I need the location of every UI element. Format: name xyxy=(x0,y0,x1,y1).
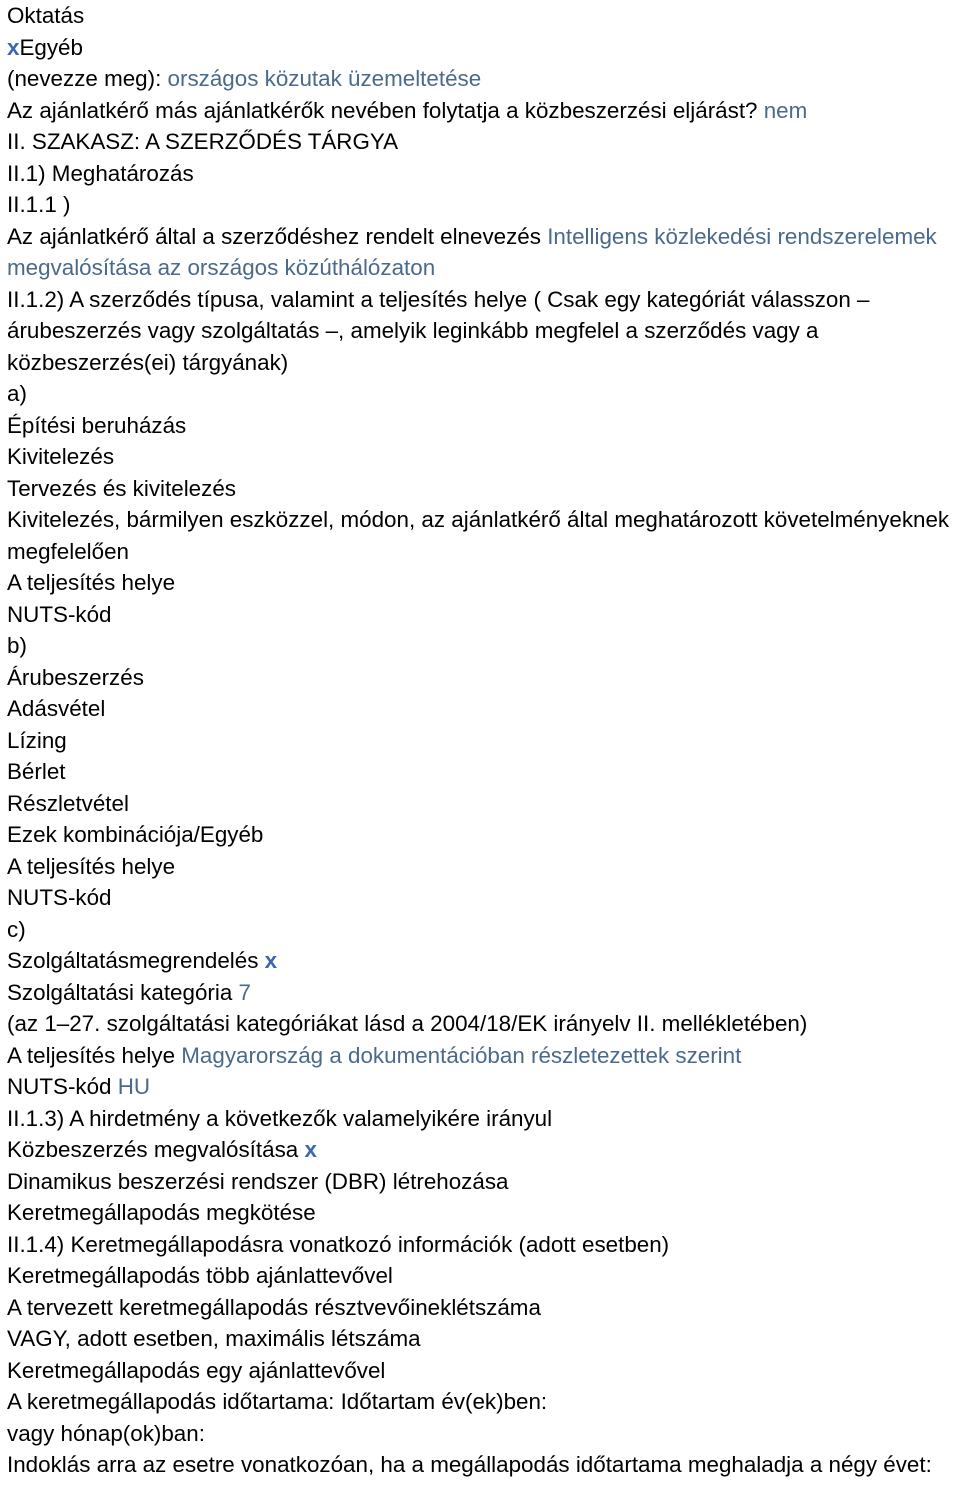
option-berlet: Bérlet xyxy=(7,759,66,784)
checked-mark: x xyxy=(264,948,278,973)
service-category-label: Szolgáltatási kategória xyxy=(7,979,233,1005)
place-of-performance-c-value: Magyarország a dokumentációban részletezettek szerint xyxy=(181,1042,742,1068)
checked-mark: x xyxy=(7,34,20,60)
contract-type-heading: II.1.2) A szerződés típusa, valamint a teljesítés helye ( Csak egy kategóriát válasszon – árubeszerzés vagy szolgáltatás –, amelyik leginkább megfelel a szerződés vagy a közbeszerzés(ei) tárgyának) xyxy=(7,286,870,375)
place-of-performance-c xyxy=(7,1040,954,1072)
subsection-heading-ii14: II.1.4) Keretmegállapodásra vonatkozó információk (adott esetben) xyxy=(7,1231,670,1257)
section-heading: II. SZAKASZ: A SZERZŐDÉS TÁRGYA xyxy=(7,129,399,154)
option-dbr: Dinamikus beszerzési rendszer (DBR) létrehozása xyxy=(7,1168,509,1194)
option-kivitelezes: Kivitelezés xyxy=(7,444,115,469)
place-of-performance-b: A teljesítés helye xyxy=(7,853,176,879)
option-kombinacio: Ezek kombinációja/Egyéb xyxy=(7,822,264,847)
subsection-heading-ii11: II.1.1 ) xyxy=(7,192,71,217)
option-a-marker: a) xyxy=(7,381,27,406)
option-szolgaltatasmegrendeles xyxy=(7,945,954,977)
service-category-note: (az 1–27. szolgáltatási kategóriákat lásd a 2004/18/EK irányelv II. mellékletében) xyxy=(7,1011,808,1036)
option-tobb-ajanlattevo: Keretmegállapodás több ajánlattevővel xyxy=(7,1263,393,1288)
option-egyeb xyxy=(7,32,954,64)
option-lizing: Lízing xyxy=(7,727,67,753)
option-kozbeszerzes-megvalositasa xyxy=(7,1134,954,1166)
contract-title-label: Az ajánlatkérő által a szerződéshez rendelt elnevezés xyxy=(7,223,541,249)
checked-mark: x xyxy=(304,1137,317,1162)
option-reszletvetel: Részletvétel xyxy=(7,790,129,816)
option-tervezes-kivitelezes: Tervezés és kivitelezés xyxy=(7,475,236,501)
framework-duration-years: A keretmegállapodás időtartama: Időtartam év(ek)ben: xyxy=(7,1389,548,1414)
option-keretmegallapodas: Keretmegállapodás megkötése xyxy=(7,1200,316,1225)
nuts-code-b: NUTS-kód xyxy=(7,885,112,910)
max-participants: VAGY, adott esetben, maximális létszáma xyxy=(7,1326,421,1351)
duration-justification: Indoklás arra az esetre vonatkozóan, ha a megállapodás időtartama meghaladja a négy évet: xyxy=(7,1452,932,1477)
nuts-code-c xyxy=(7,1071,954,1103)
nuts-code-c-label: NUTS-kód xyxy=(7,1074,112,1099)
place-of-performance-c-label: A teljesítés helye xyxy=(7,1042,176,1068)
place-of-performance-a: A teljesítés helye xyxy=(7,570,176,595)
option-arubeszerzes: Árubeszerzés xyxy=(7,664,144,690)
option-b-marker: b) xyxy=(7,633,27,658)
option-kozbeszerzes-label: Közbeszerzés megvalósítása xyxy=(7,1137,299,1162)
subsection-heading-ii1: II.1) Meghatározás xyxy=(7,160,194,186)
option-kivitelezes-barmilyen: Kivitelezés, bármilyen eszközzel, módon, az ajánlatkérő által meghatározott követelményeknek megfelelően xyxy=(7,507,950,564)
subsection-heading-ii13: II.1.3) A hirdetmény a következők valamelyikére irányul xyxy=(7,1105,553,1131)
option-egyeb-label: Egyéb xyxy=(19,34,83,60)
egyeb-description-value: országos közutak üzemeltetése xyxy=(167,66,482,91)
egyeb-description-label: (nevezze meg): xyxy=(7,66,162,91)
option-egy-ajanlattevo: Keretmegállapodás egy ajánlattevővel xyxy=(7,1357,386,1383)
nuts-code-c-value: HU xyxy=(117,1074,151,1099)
service-category-value: 7 xyxy=(238,979,251,1005)
framework-duration-months: vagy hónap(ok)ban: xyxy=(7,1420,205,1446)
contract-title xyxy=(7,221,954,284)
egyeb-description xyxy=(7,63,954,95)
on-behalf-question xyxy=(7,95,954,127)
option-szolgaltatasmegrendeles-label: Szolgáltatásmegrendelés xyxy=(7,948,259,973)
nuts-code-a: NUTS-kód xyxy=(7,601,112,627)
option-oktatas: Oktatás xyxy=(7,3,85,28)
option-epitesi-beruhazas: Építési beruházás xyxy=(7,412,187,438)
planned-participants: A tervezett keretmegállapodás résztvevőineklétszáma xyxy=(7,1294,541,1320)
on-behalf-answer: nem xyxy=(763,97,808,123)
on-behalf-question-label: Az ajánlatkérő más ajánlatkérők nevében folytatja a közbeszerzési eljárást? xyxy=(7,97,758,123)
contract-title-value: Intelligens közlekedési rendszerelemek megvalósítása az országos közúthálózaton xyxy=(7,223,937,280)
option-c-marker: c) xyxy=(7,916,26,942)
service-category xyxy=(7,977,954,1009)
option-adasvetel: Adásvétel xyxy=(7,696,106,721)
